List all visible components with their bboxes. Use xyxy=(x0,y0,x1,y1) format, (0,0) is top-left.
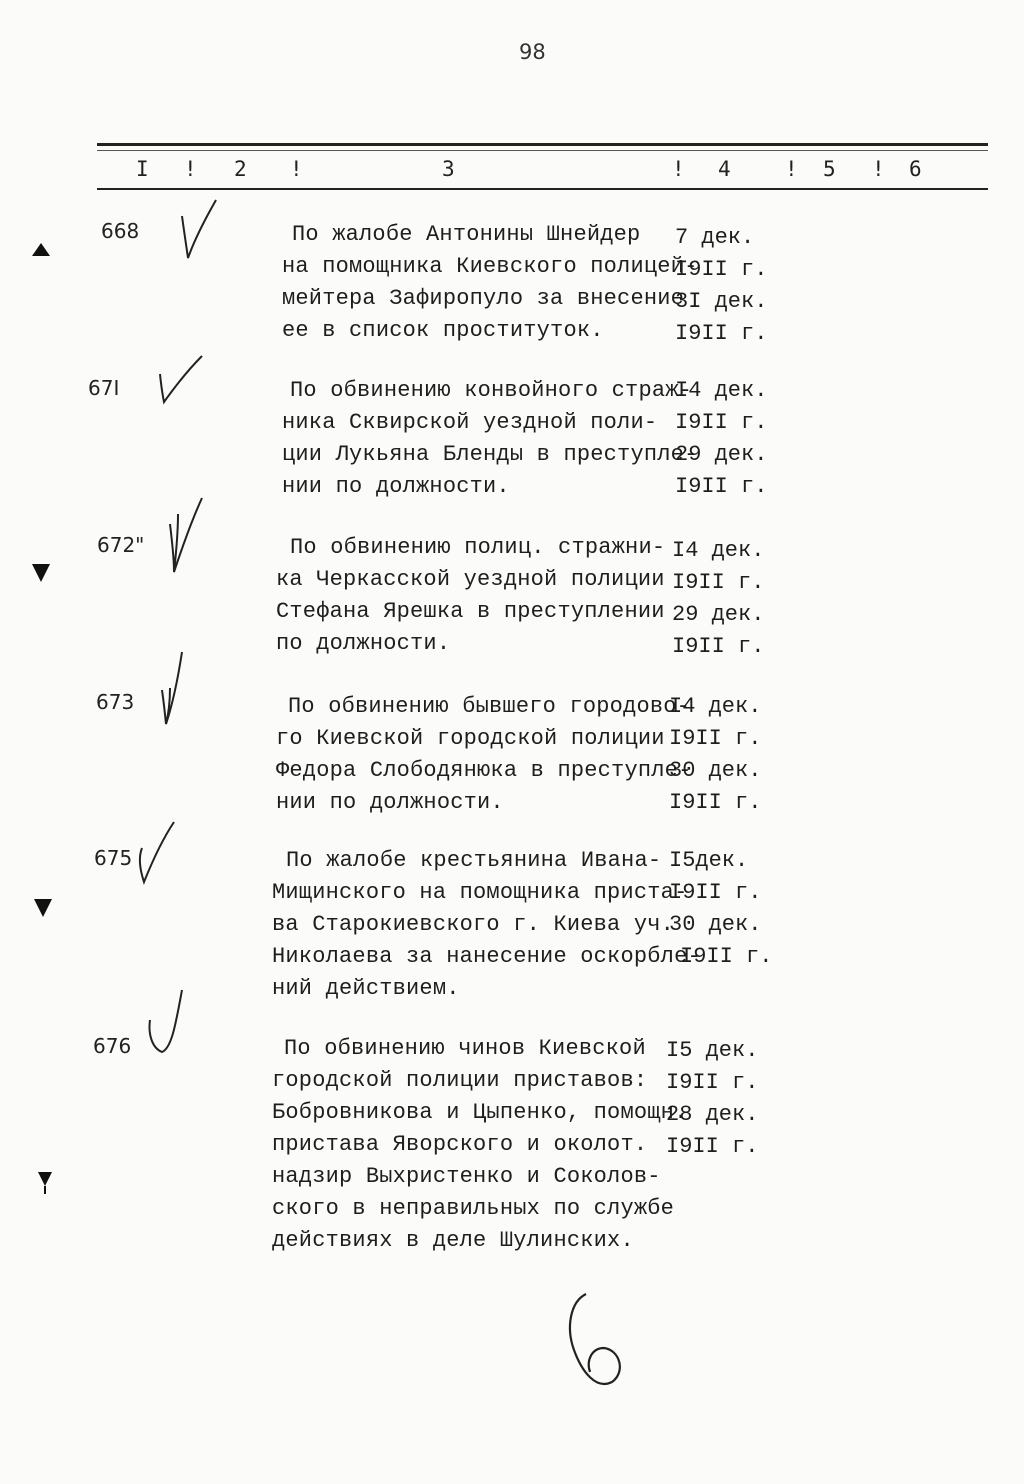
entry-description-line: городской полиции приставов: xyxy=(272,1068,648,1093)
entry-description-line: ции Лукьяна Бленды в преступле- xyxy=(282,442,698,467)
entry-date: I9II г. xyxy=(675,257,768,282)
entry-date: I9II г. xyxy=(669,726,762,751)
entry-date: I4 дек. xyxy=(675,378,768,403)
entry-date: I9II г. xyxy=(675,474,768,499)
entry-date: I9II г. xyxy=(680,944,773,969)
entry-description-line: на помощника Киевского полицей- xyxy=(282,254,698,279)
entry-date: I5 дек. xyxy=(666,1038,759,1063)
entry-date: I5дек. xyxy=(669,848,749,873)
page-number: 98 xyxy=(519,40,546,64)
handwritten-number-annotation xyxy=(556,1288,636,1398)
entry-description-line: Николаева за нанесение оскорбле- xyxy=(272,944,701,969)
entry-date: I9II г. xyxy=(669,790,762,815)
header-col-2: 2 xyxy=(234,157,247,181)
entry-number: 675 xyxy=(94,846,133,870)
entry-date: 28 дек. xyxy=(666,1102,759,1127)
entry-date: 29 дек. xyxy=(675,442,768,467)
entry-description-line: нии по должности. xyxy=(282,474,510,499)
entry-description-line: нии по должности. xyxy=(276,790,504,815)
entry-description-line: ка Черкасской уездной полиции xyxy=(276,567,665,592)
entry-description-line: ний действием. xyxy=(272,976,460,1001)
header-rule-top xyxy=(97,143,988,146)
checkmark-icon xyxy=(140,986,194,1062)
entry-description-line: ника Сквирской уездной поли- xyxy=(282,410,658,435)
entry-date: 30 дек. xyxy=(669,912,762,937)
entry-description-line: Бобровникова и Цыпенко, помощн. xyxy=(272,1100,688,1125)
entry-date: I9II г. xyxy=(672,570,765,595)
checkmark-icon xyxy=(150,352,208,408)
checkmark-icon xyxy=(152,648,192,730)
punch-mark-icon xyxy=(32,895,54,919)
entry-description-line: Мищинского на помощника приста- xyxy=(272,880,688,905)
checkmark-icon xyxy=(172,196,222,268)
punch-mark-icon xyxy=(30,240,52,260)
entry-description-line: Федора Слободянюка в прeступле- xyxy=(276,758,692,783)
entry-number: 672" xyxy=(97,533,145,557)
entry-date: I9II г. xyxy=(669,880,762,905)
header-col-5: 5 xyxy=(823,157,836,181)
entry-description-line: ее в список проституток. xyxy=(282,318,604,343)
entry-number: 67I xyxy=(88,376,120,400)
entry-description-line: По обвинению полиц. стражни- xyxy=(290,535,666,560)
entry-description-line: Стефана Ярешка в преступлении xyxy=(276,599,665,624)
entry-date: 7 дек. xyxy=(675,225,755,250)
punch-mark-icon xyxy=(36,1168,54,1196)
entry-description-line: го Киевской городской полиции xyxy=(276,726,665,751)
punch-mark-icon xyxy=(30,560,52,584)
header-separator: ! xyxy=(672,157,685,181)
entry-number: 676 xyxy=(93,1034,132,1058)
entry-date: 3I дек. xyxy=(675,289,768,314)
entry-description-line: действиях в деле Шулинских. xyxy=(272,1228,634,1253)
header-separator: ! xyxy=(184,157,197,181)
entry-number: 668 xyxy=(101,219,140,243)
entry-date: I4 дек. xyxy=(669,694,762,719)
header-col-1: I xyxy=(136,157,149,181)
entry-date: I9II г. xyxy=(675,410,768,435)
entry-description-line: ва Старокиевского г. Киева уч. xyxy=(272,912,675,937)
entry-number: 673 xyxy=(96,690,135,714)
header-col-6: 6 xyxy=(909,157,922,181)
header-col-4: 4 xyxy=(718,157,731,181)
entry-description-line: По обвинению конвойного страж- xyxy=(290,378,693,403)
header-col-3: 3 xyxy=(442,157,455,181)
entry-description-line: По жалобе Антонины Шнейдер xyxy=(292,222,641,247)
header-separator: ! xyxy=(785,157,798,181)
entry-date: 29 дек. xyxy=(672,602,765,627)
entry-date: I9II г. xyxy=(666,1070,759,1095)
entry-date: 30 дек. xyxy=(669,758,762,783)
entry-description-line: По жалобе крестьянина Ивана- xyxy=(286,848,662,873)
header-separator: ! xyxy=(872,157,885,181)
entry-description-line: По обвинению бывшего городово- xyxy=(288,694,691,719)
entry-description-line: По обвинению чинов Киевской xyxy=(284,1036,646,1061)
entry-description-line: надзир Выхристенко и Соколов- xyxy=(272,1164,661,1189)
entry-date: I4 дек. xyxy=(672,538,765,563)
header-separator: ! xyxy=(290,157,303,181)
entry-description-line: пристава Яворского и околот. xyxy=(272,1132,648,1157)
entry-date: I9II г. xyxy=(675,321,768,346)
checkmark-icon xyxy=(160,494,210,580)
handwritten-number-text: 6 xyxy=(556,1288,557,1289)
checkmark-icon xyxy=(130,818,180,890)
header-rule-top-thin xyxy=(97,150,988,151)
entry-description-line: по должности. xyxy=(276,631,451,656)
header-rule-bottom xyxy=(97,188,988,190)
entry-date: I9II г. xyxy=(672,634,765,659)
entry-description-line: мейтера Зафиропуло за внесение xyxy=(282,286,685,311)
entry-date: I9II г. xyxy=(666,1134,759,1159)
entry-description-line: ского в неправильных по службе xyxy=(272,1196,675,1221)
